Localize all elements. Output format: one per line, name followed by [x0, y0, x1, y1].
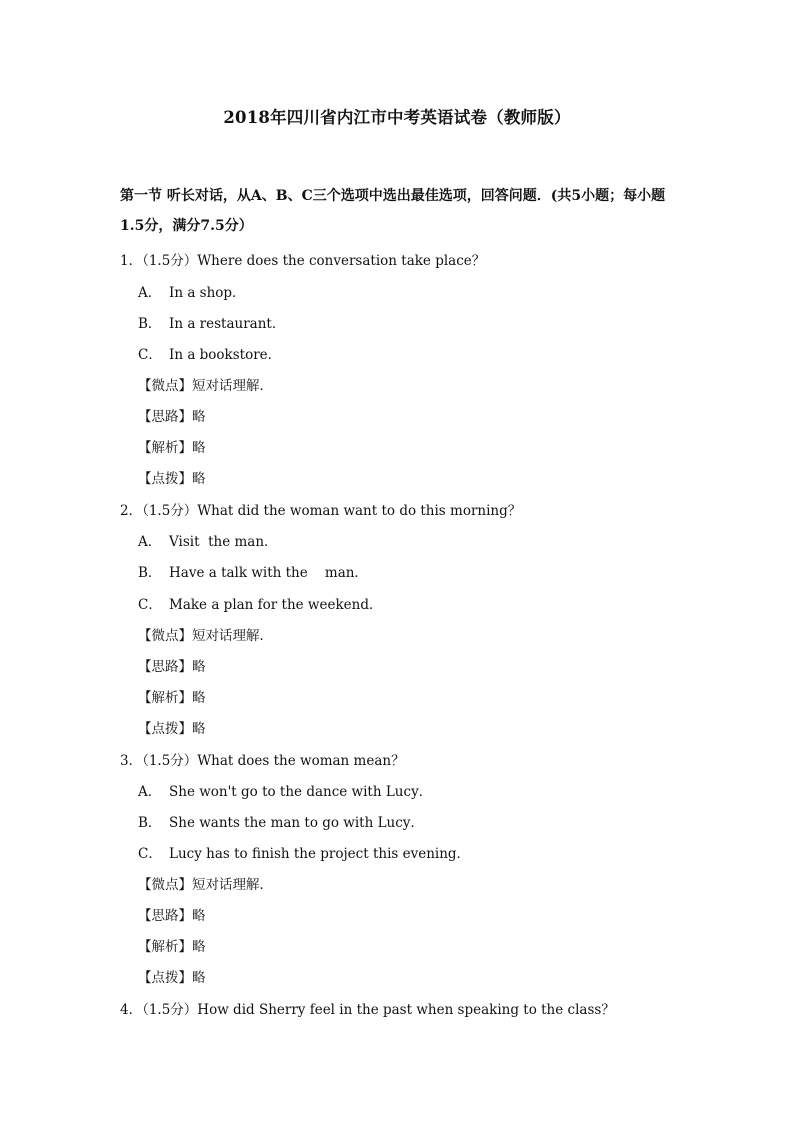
option-text: Lucy has to finish the project this evening． — [169, 846, 471, 862]
option-text: She wants the man to go with Lucy． — [169, 815, 424, 831]
question-2-approach: 【思路】略 — [138, 659, 206, 675]
option-text: Visit the man． — [169, 534, 278, 550]
option-text: In a bookstore． — [169, 347, 282, 363]
question-3-stem: 3．（1.5分）What does the woman mean？ — [120, 753, 405, 769]
option-letter: A． — [138, 784, 162, 800]
question-2-option-c — [138, 593, 382, 613]
question-1-option-c — [138, 343, 281, 363]
section-instruction-line-2: 1.5分，满分7.5分） — [120, 218, 253, 234]
option-text: In a restaurant． — [169, 316, 286, 332]
question-1-option-a — [138, 281, 246, 301]
question-3-knowledge-point: 【微点】短对话理解． — [138, 877, 273, 893]
question-2-knowledge-point: 【微点】短对话理解． — [138, 628, 273, 644]
option-letter: B． — [138, 565, 162, 581]
question-2-stem: 2．（1.5分）What did the woman want to do this morning？ — [120, 503, 522, 519]
question-3-tip: 【点拨】略 — [138, 970, 206, 986]
option-text: Have a talk with the man． — [169, 565, 368, 581]
question-2-analysis: 【解析】略 — [138, 690, 206, 706]
question-1-knowledge-point: 【微点】短对话理解． — [138, 378, 273, 394]
question-2-option-a — [138, 530, 278, 550]
option-text: She won't go to the dance with Lucy． — [169, 784, 433, 800]
question-2-option-b — [138, 561, 368, 581]
option-letter: C． — [138, 846, 162, 862]
question-3-option-b — [138, 811, 424, 831]
question-1-approach: 【思路】略 — [138, 409, 206, 425]
option-letter: A． — [138, 285, 162, 301]
option-letter: B． — [138, 815, 162, 831]
question-3-option-a — [138, 780, 432, 800]
exam-title: 2018年四川省内江市中考英语试卷（教师版） — [223, 108, 571, 127]
question-1-option-b — [138, 312, 285, 332]
question-2-tip: 【点拨】略 — [138, 721, 206, 737]
question-3-approach: 【思路】略 — [138, 908, 206, 924]
section-instruction-line-1: 第一节 听长对话，从A、B、C三个选项中选出最佳选项，回答问题．(共5小题；每小题 — [120, 188, 666, 204]
question-1-tip: 【点拨】略 — [138, 471, 206, 487]
question-4-stem: 4．（1.5分）How did Sherry feel in the past when speaking to the class？ — [120, 1002, 615, 1018]
option-text: Make a plan for the weekend． — [169, 597, 383, 613]
option-letter: C． — [138, 597, 162, 613]
question-3-option-c — [138, 842, 470, 862]
question-1-analysis: 【解析】略 — [138, 440, 206, 456]
question-3-analysis: 【解析】略 — [138, 939, 206, 955]
question-1-stem: 1．（1.5分）Where does the conversation take place？ — [120, 253, 486, 269]
option-letter: C． — [138, 347, 162, 363]
option-letter: A． — [138, 534, 162, 550]
option-letter: B． — [138, 316, 162, 332]
option-text: In a shop． — [169, 285, 246, 301]
